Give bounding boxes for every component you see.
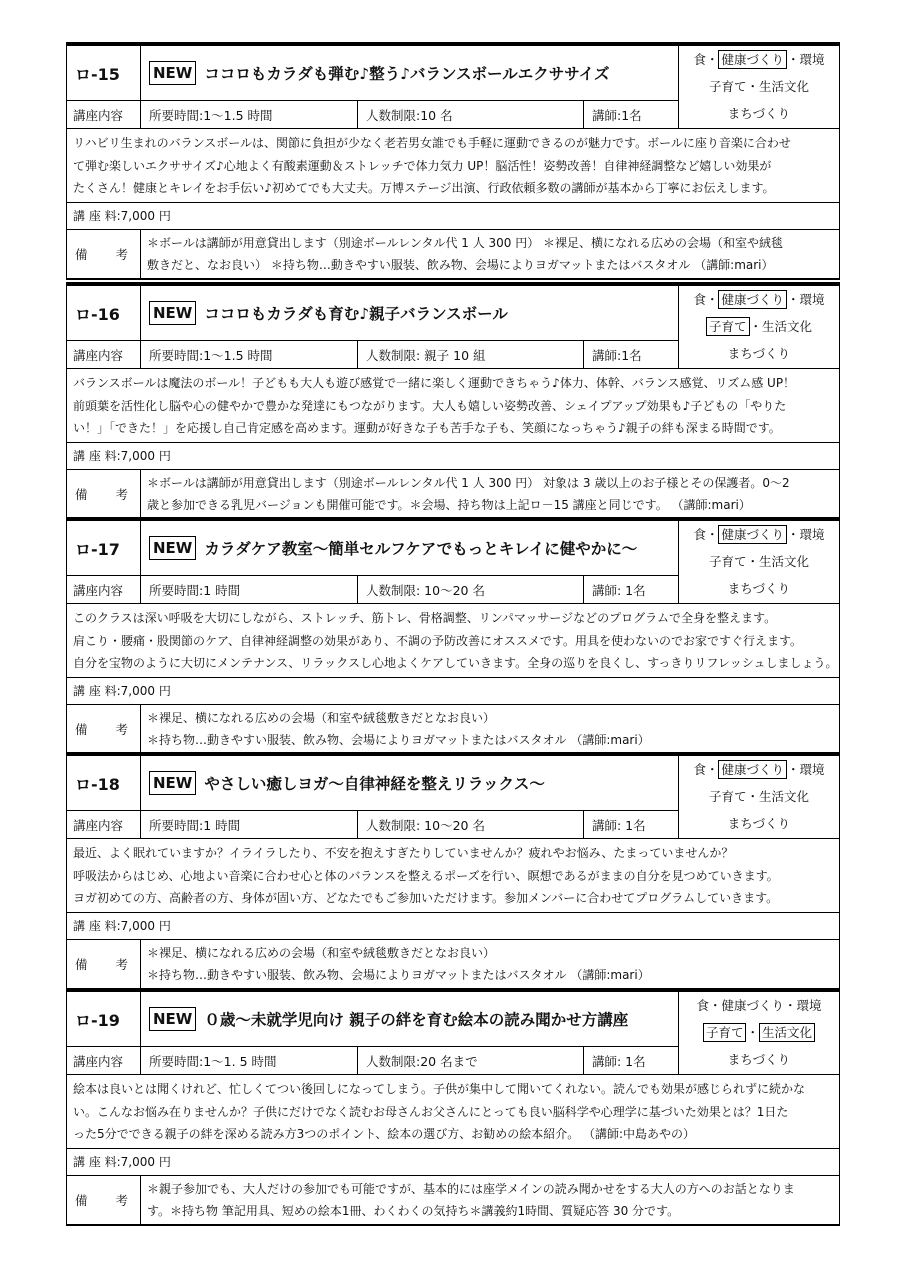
course-fee: 講 座 料:7,000 円: [73, 684, 171, 698]
category-row-3: まちづくり: [727, 1052, 791, 1067]
notes-label: 備 考: [67, 1176, 141, 1224]
notes-label: 備 考: [67, 940, 141, 988]
duration: 所要時間:1～1.5 時間: [141, 341, 358, 368]
description-line: 最近、よく眠れていますか？イライラしたり、不安を抱えすぎたりしていませんか？疲れやお悩み、たまっていませんか？: [73, 846, 734, 860]
description-line: たくさん！健康とキレイをお手伝い♪初めてでも大丈夫。万博ステージ出演、行政依頼多数の講師が基本から丁寧にお伝えします。: [73, 181, 775, 195]
instructors: 講師: 1名: [584, 1047, 679, 1074]
description-line: 絵本は良いとは聞くけれど、忙しくてつい後回しになってしまう。子供が集中して聞いてくれない。読んでも効果が感じられずに続かな: [73, 1082, 806, 1096]
course-description: [67, 129, 797, 202]
category-culture: ・生活文化: [746, 79, 810, 94]
category-row-3: まちづくり: [727, 346, 791, 361]
content-label: 講座内容: [67, 811, 141, 838]
course-fee: 講 座 料:7,000 円: [73, 919, 171, 933]
notes-label: 備 考: [67, 230, 141, 278]
category-culture: ・生活文化: [746, 554, 810, 569]
course-title: [141, 286, 679, 340]
course-description: [67, 1075, 811, 1148]
course-code: ロ-16: [67, 286, 141, 340]
category-row-2: [679, 783, 839, 810]
course-block: [66, 988, 840, 1226]
category-food: 食・: [693, 527, 719, 542]
course-title-text: やさしい癒しヨガ～自律神経を整えリラックス～: [204, 775, 545, 793]
course-title-text: ココロもカラダも育む♪親子バランスボール: [204, 305, 508, 323]
category-childcare: 子育て: [708, 554, 747, 569]
description-line: 呼吸法からはじめ、心地よい音楽に合わせ心と体のバランスを整えるポーズを行い、瞑想であるがままの自分を見つめていきます。: [73, 868, 779, 883]
category-row-1: [679, 521, 839, 548]
course-code: ロ-17: [67, 521, 141, 575]
category-food: 食・: [693, 292, 719, 307]
category-childcare: 子育て: [708, 789, 747, 804]
category-food: 食・: [696, 998, 722, 1013]
description-line: リハビリ生まれのバランスボールは、関節に負担が少なく老若男女誰でも手軽に運動できるのが魅力です。ボールに座り音楽に合わせ: [73, 136, 791, 150]
description-line: ヨガ初めての方、高齢者の方、身体が固い方、どなたでもご参加いただけます。参加メンバーに合わせてプログラムしていきます。: [73, 891, 779, 905]
description-line: った5分でできる親子の絆を深める読み方3つのポイント、絵本の選び方、お勧めの絵本紹介。 （講師:中島あやの）: [73, 1127, 696, 1141]
duration: 所要時間:1～1.5 時間: [141, 101, 358, 128]
note-line: ＊持ち物…動きやすい服装、飲み物、会場によりヨガマットまたはバスタオル （講師:mari）: [147, 967, 650, 982]
course-title: [141, 521, 679, 575]
instructors: 講師: 1名: [584, 811, 679, 838]
content-label: 講座内容: [67, 101, 141, 128]
duration: 所要時間:1～1. 5 時間: [141, 1047, 358, 1074]
category-env: ・環境: [784, 998, 822, 1013]
description-line: 自分を宝物のように大切にメンテナンス、リラックスし心地よくケアしていきます。全身の巡りを良くし、すっきりリフレッシュしましょう。: [73, 656, 838, 670]
category-env: ・環境: [787, 762, 825, 777]
category-list: [679, 46, 839, 128]
description-line: バランスボールは魔法のボール！子どもも大人も遊び感覚で一緒に楽しく運動できちゃう♪体力、体幹、バランス感覚、リズム感 UP！: [73, 376, 796, 390]
course-code: ロ-18: [67, 756, 141, 810]
new-badge: NEW: [149, 771, 196, 795]
course-notes: [141, 940, 839, 988]
note-line: ＊ボールは講師が用意貸出します（別途ボールレンタル代 1 人 300 円） 対象は 3 歳以上のお子様とその保護者。0～2: [147, 475, 790, 490]
course-title-text: ココロもカラダも弾む♪整う♪バランスボールエクササイズ: [204, 65, 610, 83]
category-env: ・環境: [787, 52, 825, 67]
note-line: 敷きだと、なお良い） ＊持ち物…動きやすい服装、飲み物、会場によりヨガマットまたはバスタオル （講師:mari）: [147, 257, 774, 272]
course-notes: [141, 1176, 839, 1224]
description-line: このクラスは深い呼吸を大切にしながら、ストレッチ、筋トレ、骨格調整、リンパマッサージなどのプログラムで全身を整えます。: [73, 611, 777, 625]
description-line: い。こんなお悩み在りませんか？子供にだけでなく読むお母さんお父さんにとっても良い脳科学や心理学に基づいた効果とは？1日た: [73, 1104, 789, 1119]
capacity: 人数制限: 10～20 名: [358, 576, 584, 603]
capacity: 人数制限: 10～20 名: [358, 811, 584, 838]
category-row-3: まちづくり: [727, 106, 791, 121]
category-childcare: 子育て: [708, 79, 747, 94]
category-row-1: [679, 286, 839, 313]
notes-label: 備 考: [67, 705, 141, 753]
course-code: ロ-15: [67, 46, 141, 100]
note-line: 歳と参加できる乳児バージョンも開催可能です。＊会場、持ち物は上記ロ－15 講座と同じです。 （講師:mari）: [147, 497, 751, 512]
course-notes: [141, 230, 839, 278]
course-title-text: ０歳～未就学児向け 親子の絆を育む絵本の読み聞かせ方講座: [204, 1011, 629, 1029]
category-row-1: [679, 46, 839, 73]
note-line: ＊ボールは講師が用意貸出します（別途ボールレンタル代 1 人 300 円） ＊裸足、横になれる広めの会場（和室や絨毯: [147, 235, 784, 250]
course-fee: 講 座 料:7,000 円: [73, 209, 171, 223]
description-line: 肩こり・腰痛・股関節のケア、自律神経調整の効果があり、不調の予防改善にオススメです。用具を使わないのでお家ですぐ行えます。: [73, 633, 803, 648]
category-env: ・環境: [787, 527, 825, 542]
category-health: 健康づくり: [718, 760, 787, 779]
category-env: ・環境: [787, 292, 825, 307]
new-badge: NEW: [149, 1007, 196, 1031]
course-fee: 講 座 料:7,000 円: [73, 1155, 171, 1169]
category-list: [679, 521, 839, 603]
category-childcare: 子育て: [706, 317, 750, 336]
category-food: 食・: [693, 52, 719, 67]
category-list: [679, 756, 839, 838]
category-culture: ・ 生活文化: [746, 1023, 815, 1042]
note-line: ＊裸足、横になれる広めの会場（和室や絨毯敷きだとなお良い）: [147, 945, 496, 960]
instructors: 講師:1名: [584, 341, 679, 368]
course-notes: [141, 705, 839, 753]
capacity: 人数制限: 親子 10 組: [358, 341, 584, 368]
category-health: 健康づくり: [721, 998, 784, 1013]
category-health: 健康づくり: [718, 50, 787, 69]
course-block: [66, 517, 840, 755]
new-badge: NEW: [149, 301, 196, 325]
content-label: 講座内容: [67, 576, 141, 603]
course-fee: 講 座 料:7,000 円: [73, 449, 171, 463]
notes-label: 備 考: [67, 470, 141, 518]
course-code: ロ-19: [67, 992, 141, 1046]
course-title: [141, 756, 679, 810]
content-label: 講座内容: [67, 1047, 141, 1074]
course-title: [141, 46, 679, 100]
course-description: [67, 604, 844, 677]
duration: 所要時間:1 時間: [141, 811, 358, 838]
course-description: [67, 839, 785, 912]
category-health: 健康づくり: [718, 290, 787, 309]
note-line: す。＊持ち物 筆記用具、短めの絵本1冊、わくわくの気持ち＊講義約1時間、質疑応答 30 分です。: [147, 1203, 680, 1218]
duration: 所要時間:1 時間: [141, 576, 358, 603]
course-block: [66, 42, 840, 280]
category-row-2: [679, 313, 839, 340]
note-line: ＊裸足、横になれる広めの会場（和室や絨毯敷きだとなお良い）: [147, 710, 496, 725]
instructors: 講師: 1名: [584, 576, 679, 603]
new-badge: NEW: [149, 536, 196, 560]
course-notes: [141, 470, 839, 518]
category-row-1: [679, 756, 839, 783]
category-list: [679, 286, 839, 368]
capacity: 人数制限:10 名: [358, 101, 584, 128]
category-row-2: [679, 1019, 839, 1046]
course-block: [66, 752, 840, 990]
category-food: 食・: [693, 762, 719, 777]
description-line: て弾む楽しいエクササイズ♪心地よく有酸素運動＆ストレッチで体力気力 UP！脳活性！姿勢改善！自律神経調整など嬉しい効果が: [73, 158, 772, 173]
category-childcare: 子育て: [703, 1023, 747, 1042]
category-row-2: [679, 548, 839, 575]
course-title-text: カラダケア教室～簡単セルフケアでもっとキレイに健やかに～: [204, 540, 638, 558]
category-row-3: まちづくり: [727, 816, 791, 831]
category-row-2: [679, 73, 839, 100]
category-list: [679, 992, 839, 1074]
category-row-3: まちづくり: [727, 581, 791, 596]
note-line: ＊親子参加でも、大人だけの参加でも可能ですが、基本的には座学メインの読み聞かせをする大人の方へのお話となりま: [147, 1181, 795, 1196]
category-culture: ・生活文化: [749, 319, 813, 334]
course-block: [66, 282, 840, 520]
category-row-1: [679, 992, 839, 1019]
category-culture: ・生活文化: [746, 789, 810, 804]
course-title: [141, 992, 679, 1046]
description-line: 前頭葉を活性化し脳や心の健やかで豊かな発達にもつながります。大人も嬉しい姿勢改善、シェイプアップ効果も♪子どもの「やりた: [73, 398, 787, 413]
new-badge: NEW: [149, 61, 196, 85]
category-health: 健康づくり: [718, 525, 787, 544]
instructors: 講師:1名: [584, 101, 679, 128]
course-description: [67, 369, 801, 442]
content-label: 講座内容: [67, 341, 141, 368]
description-line: い！」「できた！」を応援し自己肯定感を高めます。運動が好きな子も苦手な子も、笑顔になっちゃう♪親子の絆も深まる時間です。: [73, 421, 781, 435]
note-line: ＊持ち物…動きやすい服装、飲み物、会場によりヨガマットまたはバスタオル （講師:mari）: [147, 732, 650, 747]
capacity: 人数制限:20 名まで: [358, 1047, 584, 1074]
